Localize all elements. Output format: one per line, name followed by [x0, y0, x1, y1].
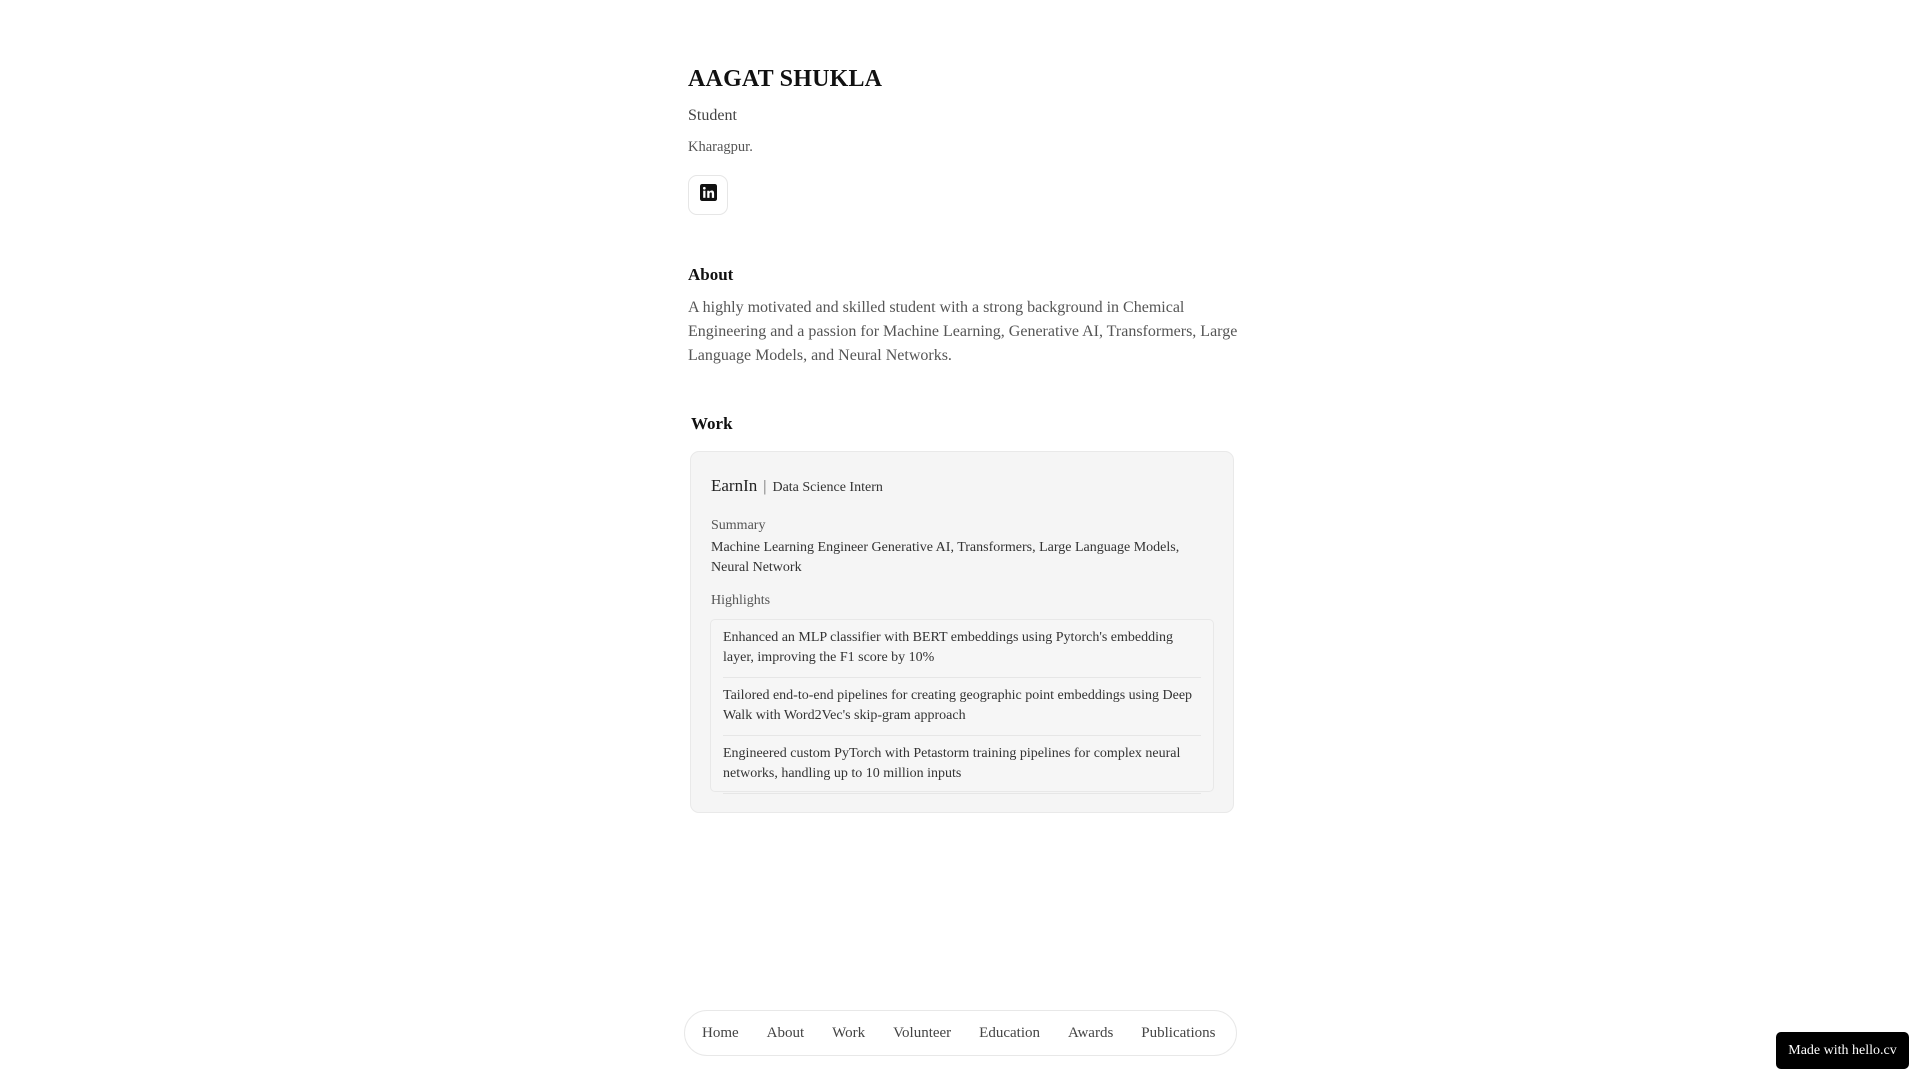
nav-item-work[interactable]: Work — [832, 1024, 866, 1041]
work-position: Data Science Intern — [772, 480, 883, 495]
work-card — [690, 451, 1234, 813]
highlights-label: Highlights — [711, 593, 771, 608]
made-with-hellocv-badge[interactable]: Made with hello.cv — [1776, 1032, 1909, 1069]
about-text: A highly motivated and skilled student with a strong background in Chemical Engineering and a passion for Machine Learning, Generative AI, Transformers, Large Language Models, and Neural Networks. — [688, 299, 1238, 364]
highlight-item: Tailored end-to-end pipelines for creating geographic point embeddings using Deep Walk with Word2Vec's skip-gram approach — [723, 678, 1201, 736]
work-separator: | — [763, 478, 767, 495]
work-heading: Work — [691, 414, 733, 433]
linkedin-button[interactable] — [688, 175, 728, 215]
nav-item-education[interactable]: Education — [979, 1024, 1040, 1041]
bottom-nav — [684, 1010, 1237, 1056]
nav-item-publications[interactable]: Publications — [1141, 1024, 1216, 1041]
nav-item-awards[interactable]: Awards — [1068, 1024, 1114, 1041]
highlights-list — [710, 619, 1214, 792]
nav-item-home[interactable]: Home — [702, 1024, 739, 1041]
about-heading: About — [688, 265, 734, 284]
nav-item-about[interactable]: About — [766, 1024, 805, 1041]
profile-label: Student — [688, 107, 737, 124]
highlight-item: Enhanced an MLP classifier with BERT embeddings using Pytorch's embedding layer, improving the F1 score by 10% — [723, 620, 1201, 678]
linkedin-icon — [700, 184, 717, 206]
profile-location: Kharagpur. — [688, 139, 753, 155]
work-card-header — [711, 476, 883, 496]
nav-item-volunteer[interactable]: Volunteer — [893, 1024, 952, 1041]
work-company: EarnIn — [711, 476, 758, 495]
summary-text: Machine Learning Engineer Generative AI, Transformers, Large Language Models, Neural Network — [711, 540, 1180, 575]
highlight-item: Engineered custom PyTorch with Petastorm training pipelines for complex neural networks, handling up to 10 million inputs — [723, 736, 1201, 794]
profile-name: AAGAT SHUKLA — [688, 66, 883, 92]
summary-label: Summary — [711, 518, 766, 533]
